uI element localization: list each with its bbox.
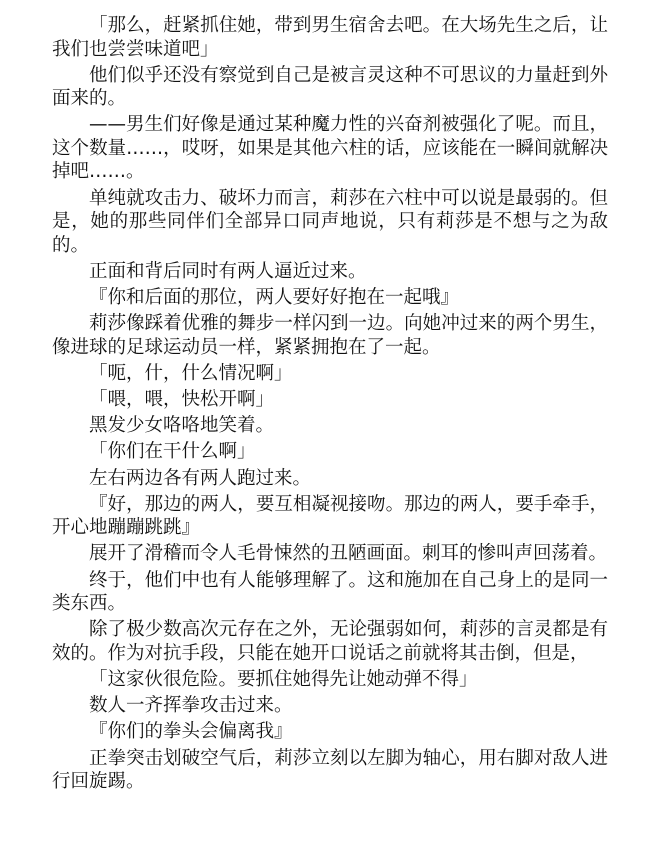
paragraph-5: 正面和背后同时有两人逼近过来。 [89, 260, 367, 282]
paragraph-13: 『好，那边的两人，要互相凝视接吻。那边的两人，要手牵手，开心地蹦蹦跳跳』 [52, 493, 608, 539]
paragraph-15: 终于，他们中也有人能够理解了。这和施加在自己身上的是同一类东西。 [52, 569, 608, 615]
paragraph-17: 「这家伙很危险。要抓住她得先让她动弹不得」 [89, 669, 478, 690]
paragraph-18: 数人一齐挥拳攻击过来。 [89, 695, 293, 717]
paragraph-6: 『你和后面的那位，两人要好好抱在一起哦』 [89, 286, 460, 308]
paragraph-9: 「喂，喂，快松开啊」 [89, 389, 275, 410]
paragraph-3: ——男生们好像是通过某种魔力性的兴奋剂被强化了呢。而且，这个数量……，哎呀，如果是其他六柱的话，应该能在一瞬间就解决掉吧……。 [52, 114, 608, 183]
paragraph-4: 单纯就攻击力、破坏力而言，莉莎在六柱中可以说是最弱的。但是，她的那些同伴们全部异口同声地说，只有莉莎是不想与之为敌的。 [52, 187, 608, 256]
paragraph-1: 「那么，赶紧抓住她，带到男生宿舍去吧。在大场先生之后，让我们也尝尝味道吧」 [52, 15, 608, 60]
paragraph-20: 正拳突击划破空气后，莉莎立刻以左脚为轴心，用右脚对敌人进行回旋踢。 [52, 747, 608, 793]
paragraph-8: 「呃，什，什么情况啊」 [89, 362, 293, 384]
novel-page [52, 14, 608, 796]
paragraph-10: 黑发少女咯咯地笑着。 [89, 415, 275, 437]
paragraph-12: 左右两边各有两人跑过来。 [89, 467, 312, 489]
paragraph-7: 莉莎像踩着优雅的舞步一样闪到一边。向她冲过来的两个男生，像进球的足球运动员一样，紧紧拥抱在了一起。 [52, 313, 608, 358]
paragraph-14: 展开了滑稽而令人毛骨悚然的丑陋画面。刺耳的惨叫声回荡着。 [89, 543, 608, 565]
paragraph-19: 『你们的拳头会偏离我』 [89, 721, 293, 743]
paragraph-11: 「你们在干什么啊」 [89, 441, 256, 463]
paragraph-16: 除了极少数高次元存在之外，无论强弱如何，莉莎的言灵都是有效的。作为对抗手段，只能在她开口说话之前就将其击倒，但是， [52, 619, 608, 664]
paragraph-2: 他们似乎还没有察觉到自己是被言灵这种不可思议的力量赶到外面来的。 [52, 64, 608, 110]
